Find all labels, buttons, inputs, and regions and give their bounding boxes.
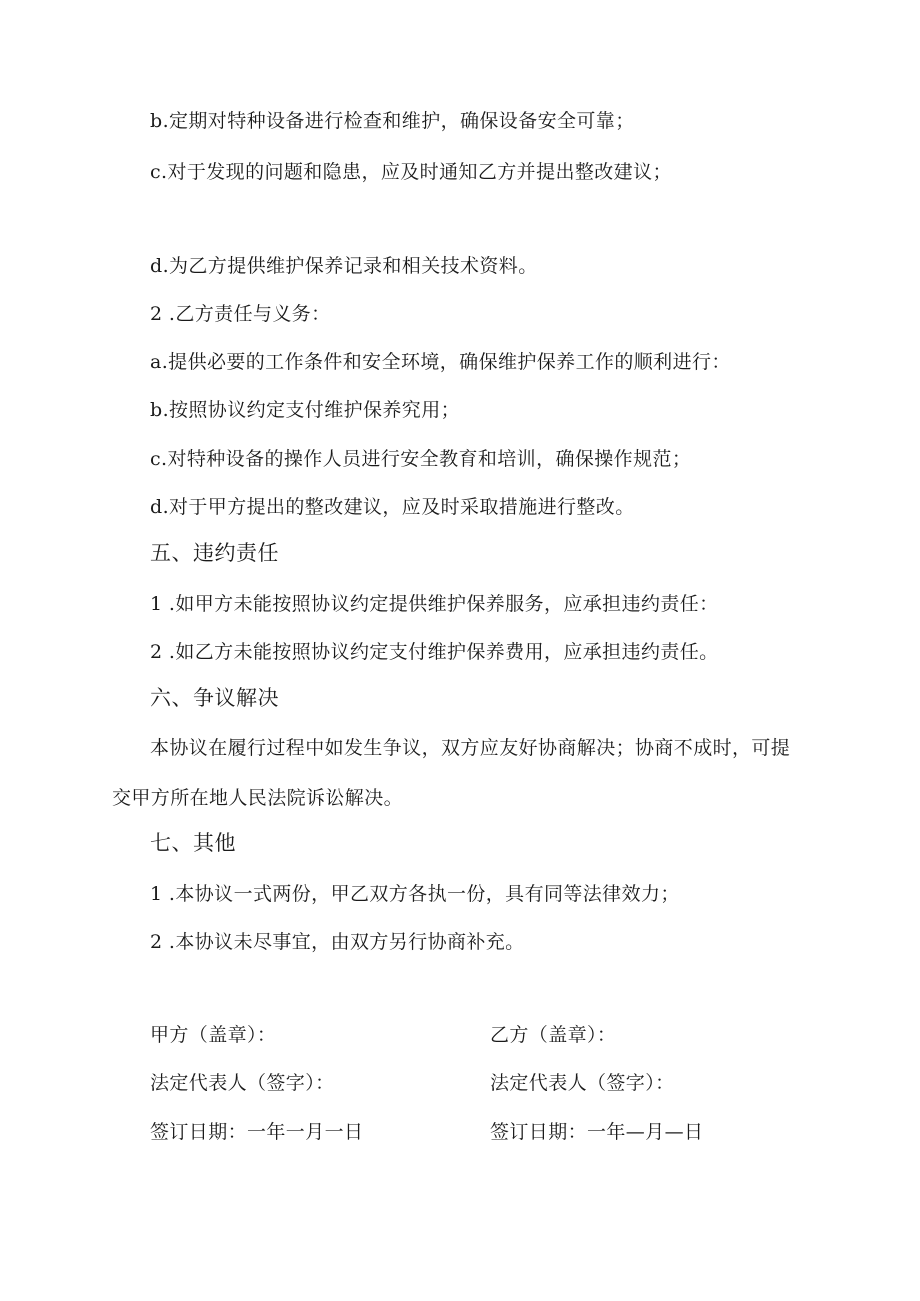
breach-item-1: 1 .如甲方未能按照协议约定提供维护保养服务，应承担违约责任： bbox=[150, 593, 719, 615]
dispute-paragraph: 本协议在履行过程中如发生争议，双方应友好协商解决；协商不成时，可提交甲方所在地人民法院诉讼解决。 bbox=[112, 737, 791, 809]
duty-b-item-c: c.对特种设备的操作人员进行安全教育和培训，确保操作规范； bbox=[150, 448, 692, 470]
duty-a-item-d: d.为乙方提供维护保养记录和相关技术资料。 bbox=[150, 255, 538, 277]
section-heading-other: 七、其他 bbox=[150, 831, 236, 855]
breach-item-2: 2 .如乙方未能按照协议约定支付维护保养费用，应承担违约责任。 bbox=[150, 641, 719, 663]
section-heading-breach: 五、违约责任 bbox=[150, 541, 279, 565]
party-b-seal-label: 乙方（盖章）： bbox=[490, 1024, 617, 1046]
section-heading-dispute: 六、争议解决 bbox=[150, 686, 279, 710]
party-a-date-label: 签订日期：一年一月一日 bbox=[150, 1121, 364, 1143]
duty-b-item-d: d.对于甲方提出的整改建议，应及时采取措施进行整改。 bbox=[150, 496, 635, 518]
duty-a-item-b: b.定期对特种设备进行检查和维护，确保设备安全可靠； bbox=[150, 110, 635, 132]
other-item-2: 2 .本协议未尽事宜，由双方另行协商补充。 bbox=[150, 931, 525, 953]
party-a-representative-label: 法定代表人（签字）： bbox=[150, 1072, 335, 1094]
duty-b-item-a: a.提供必要的工作条件和安全环境，确保维护保养工作的顺利进行： bbox=[150, 351, 731, 373]
party-b-date-label: 签订日期：一年—月—日 bbox=[490, 1121, 704, 1143]
other-item-1: 1 .本协议一式两份，甲乙双方各执一份，具有同等法律效力； bbox=[150, 883, 680, 905]
duty-b-item-b: b.按照协议约定支付维护保养究用； bbox=[150, 399, 461, 421]
duty-b-title: 2 .乙方责任与义务： bbox=[150, 303, 331, 325]
duty-a-item-c: c.对于发现的问题和隐患，应及时通知乙方并提出整改建议； bbox=[150, 161, 672, 183]
party-a-seal-label: 甲方（盖章）： bbox=[150, 1024, 277, 1046]
party-b-representative-label: 法定代表人（签字）： bbox=[490, 1072, 675, 1094]
